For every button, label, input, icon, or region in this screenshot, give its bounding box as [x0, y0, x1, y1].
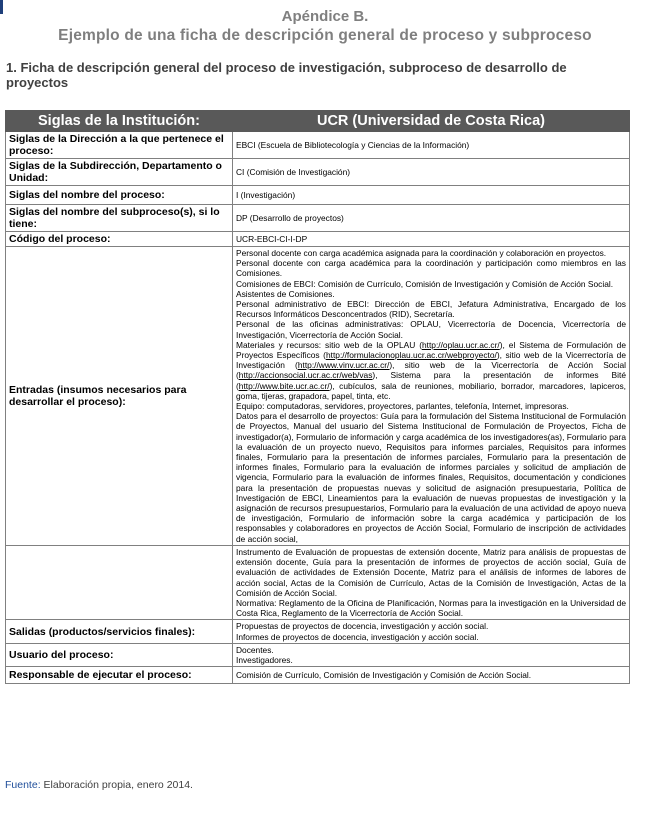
- usuario-value: [233, 643, 630, 666]
- source-note: [5, 779, 193, 791]
- responsable-label: Responsable de ejecutar el proceso:: [6, 667, 233, 684]
- table-row-entradas: [6, 247, 630, 546]
- row-value: UCR-EBCI-CI-I-DP: [233, 232, 630, 247]
- section-title: 1. Ficha de descripción general del proceso de investigación, subproceso de desarrollo de proyectos: [6, 60, 567, 90]
- entradas-paragraph: Comisiones de EBCI: Comisión de Currículo, Comisión de Investigación y Comisión de Acción Social.: [236, 278, 614, 289]
- entradas-paragraph: Personal de las oficinas administrativas: OPLAU, Vicerrectoría de Docencia, Vicerrectoría de Investigación, Vicerrectoría de Acción Social.: [236, 319, 626, 340]
- accionsocial-link[interactable]: http://accionsocial.ucr.ac.cr/web/vas: [238, 370, 373, 381]
- row-value: EBCI (Escuela de Bibliotecología y Ciencias de la Información): [233, 132, 630, 159]
- appendix-title: Apéndice B.: [281, 8, 369, 25]
- header-left: Siglas de la Institución:: [6, 111, 233, 132]
- table-row-responsable: [6, 667, 630, 684]
- formulacion-link[interactable]: http://formulacionoplau.ucr.ac.cr/webproyecto/: [325, 350, 497, 361]
- row-label: Siglas de la Subdirección, Departamento o Unidad:: [6, 159, 233, 186]
- text-fragment: ), sitio web de la Vicerrectoría de Acción Social (: [236, 360, 626, 381]
- appendix-subtitle: Ejemplo de una ficha de descripción general de proceso y subproceso: [58, 27, 592, 44]
- text-fragment: ), sitio web de la Vicerrectoría de Investigación (: [236, 350, 626, 371]
- salidas-paragraph: Informes de proyectos de docencia, investigación y acción social.: [236, 631, 479, 642]
- bite-link[interactable]: http://www.bite.ucr.ac.cr/: [238, 380, 330, 391]
- salidas-value: [233, 620, 630, 643]
- responsable-value: Comisión de Currículo, Comisión de Investigación y Comisión de Acción Social.: [233, 667, 630, 684]
- salidas-paragraph: Propuestas de proyectos de docencia, investigación y acción social.: [236, 621, 489, 632]
- usuario-paragraph: Docentes.: [236, 644, 274, 655]
- continuation-value: [233, 545, 630, 619]
- header-right: UCR (Universidad de Costa Rica): [233, 111, 630, 132]
- usuario-label: Usuario del proceso:: [6, 643, 233, 666]
- table-row-salidas: [6, 620, 630, 643]
- entradas-materials: [236, 340, 626, 401]
- entradas-value: [233, 247, 630, 546]
- usuario-paragraph: Investigadores.: [236, 654, 293, 665]
- entradas-paragraph: Equipo: computadoras, servidores, proyectores, parlantes, telefonía, Internet, impresoras.: [236, 401, 569, 412]
- row-value: I (Investigación): [233, 186, 630, 205]
- entradas-paragraph: Personal docente con carga académica para la coordinación y participación como miembros en las Comisiones.: [236, 258, 626, 279]
- entradas-paragraph: Personal administrativo de EBCI: Dirección de EBCI, Jefatura Administrativa, Encargado de los Recursos Informáticos Desconcentrados (RID), Secretaría.: [236, 299, 626, 320]
- row-label: Siglas del nombre del proceso:: [6, 186, 233, 205]
- continuation-paragraph: Instrumento de Evaluación de propuestas de extensión docente, Matriz para análisis de propuestas de extensión docente, Guía para la presentación de informes de proyectos de acción social, Guía de evaluación de actividades de Extensión Docente, Matriz para el análisis de informes de labores de acción social, Actas de la Comisión de Currículo, Actas de la Comisión de Investigación, Actas de la Comisión de Acción Social.: [236, 546, 626, 598]
- text-fragment: ), Sistema para la presentación de informes Bité (: [236, 370, 626, 391]
- table-row: [6, 205, 630, 232]
- table-row: [6, 232, 630, 247]
- entradas-paragraph: Datos para el desarrollo de proyectos: Guía para la formulación del Sistema Institucional de Formulación de Proyectos, Manual del usuario del Sistema Institucional de Formulación de Proyectos, Ficha de investigador(a), Formulario de información y carga académica de los investigadores(as), Formulario para la evaluación de un proyecto nuevo, Requisitos para informes parciales, Requisitos para informes finales, Formulario para la presentación de informes parciales, Formulario para la presentación de informes finales, Formulario para la evaluación de informes parciales y solicitud de ampliación de vigencia, Formulario para la evaluación de informes finales, Requisitos, documentación y condiciones para la presentación de propuestas nuevas y solicitud de asignación presupuestaria, Política de Investigación de EBCI, Lineamientos para la evaluación de nuevas propuestas de investigación y la asignación de recursos presupuestarios, Formulario para la evaluación de una actividad de apoyo nueva de investigación, Formulario de información sobre la carga académica y participación de los responsables y colaboradores en proyectos de Acción Social, Formulario de inscripción de actividades de acción social,: [236, 411, 626, 544]
- vinv-link[interactable]: http://www.vinv.ucr.ac.cr/: [297, 360, 390, 371]
- table-row: [6, 132, 630, 159]
- text-fragment: Materiales y recursos: sitio web de la OPLAU (: [236, 339, 422, 350]
- salidas-label: Salidas (productos/servicios finales):: [6, 620, 233, 643]
- row-value: DP (Desarrollo de proyectos): [233, 205, 630, 232]
- process-sheet-table: [5, 110, 630, 684]
- entradas-paragraph: Personal docente con carga académica asignada para la coordinación y colaboración en proyectos.: [236, 248, 607, 258]
- row-label: Código del proceso:: [6, 232, 233, 247]
- oplau-link[interactable]: http://oplau.ucr.ac.cr/: [421, 339, 500, 350]
- source-text: Elaboración propia, enero 2014.: [40, 779, 193, 791]
- continuation-paragraph: Normativa: Reglamento de la Oficina de Planificación, Normas para la investigación en la Universidad de Costa Rica, Reglamento de la Vicerrectoría de Acción Social.: [236, 597, 626, 619]
- row-value: CI (Comisión de Investigación): [233, 159, 630, 186]
- text-fragment: ), cubículos, sala de reuniones, mobiliario, borrador, marcadores, lapiceros, goma, tijeras, grapadora, papel, tinta, etc.: [236, 380, 626, 401]
- text-fragment: ), el Sistema de Formulación de Proyectos Específicos (: [236, 339, 626, 361]
- row-label: Siglas de la Dirección a la que pertenece el proceso:: [6, 132, 233, 159]
- entradas-label: Entradas (insumos necesarios para desarrollar el proceso):: [6, 247, 233, 546]
- entradas-paragraph: Asistentes de Comisiones.: [236, 288, 335, 299]
- table-row: [6, 159, 630, 186]
- source-key: Fuente:: [5, 779, 41, 791]
- row-label: Siglas del nombre del subproceso(s), si lo tiene:: [6, 205, 233, 232]
- table-header-row: [6, 111, 630, 132]
- table-row-continuation: [6, 545, 630, 619]
- empty-label: [6, 545, 233, 619]
- table-row: [6, 186, 630, 205]
- table-row-usuario: [6, 643, 630, 666]
